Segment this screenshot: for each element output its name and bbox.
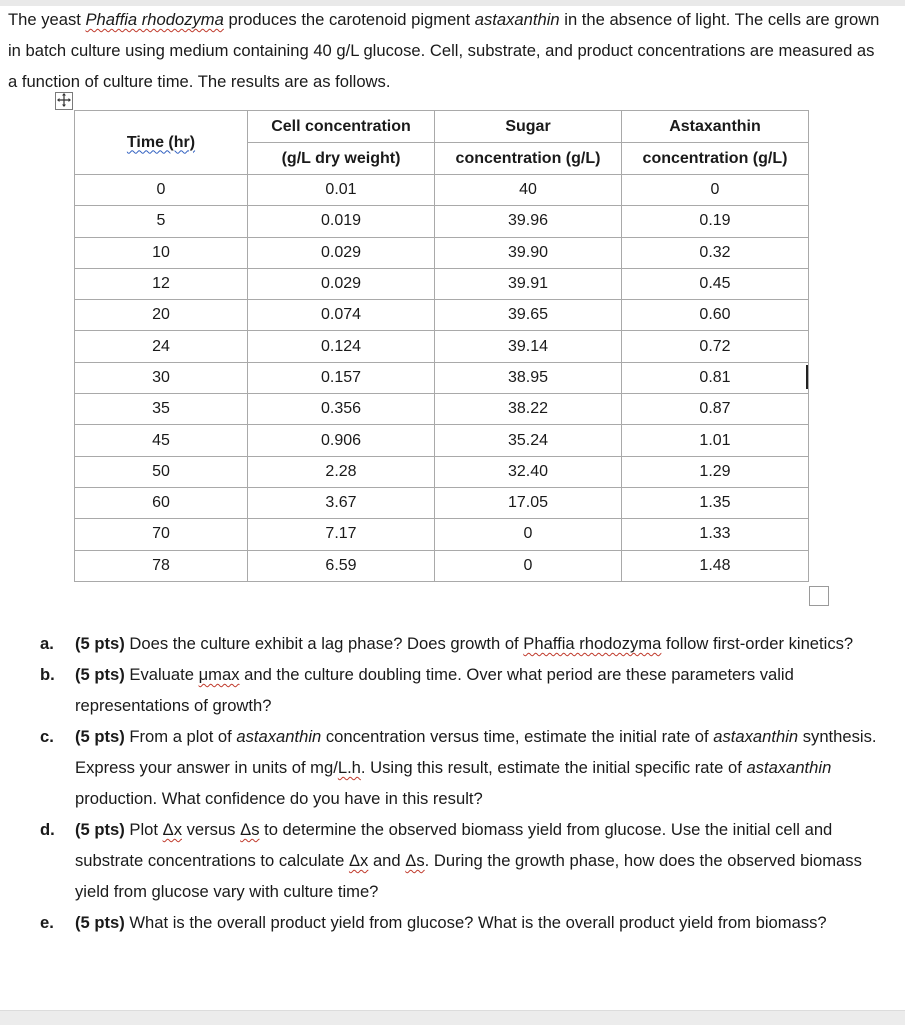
- table-row: [75, 425, 809, 456]
- header-sugar-line1: Sugar: [505, 117, 551, 135]
- table-cell: 0.45: [622, 268, 809, 299]
- question-text: follow first-order kinetics?: [661, 634, 854, 653]
- intro-pigment: astaxanthin: [474, 10, 560, 29]
- table-cell: 6.59: [248, 550, 435, 581]
- question-text: to determine the observed biomass yield from glucose. Use the initial cell and substrate concentrations to calculate: [75, 820, 833, 870]
- table-cell: 0.60: [622, 300, 809, 331]
- intro-paragraph: [8, 4, 888, 97]
- header-time-label: Time (hr): [126, 133, 196, 151]
- table-cell: 30: [75, 362, 248, 393]
- table-cell: 0: [75, 175, 248, 206]
- question-text: Does the culture exhibit a lag phase? Does growth of: [124, 634, 524, 653]
- question-letter: d.: [40, 820, 55, 839]
- table-cell: 39.65: [435, 300, 622, 331]
- question-text: and the culture doubling time. Over what period are these parameters valid representations of growth?: [75, 665, 794, 715]
- table-cell: 0.87: [622, 394, 809, 425]
- table-row: [75, 268, 809, 299]
- question-points: (5 pts): [75, 820, 125, 839]
- table-cell: 20: [75, 300, 248, 331]
- table-cell: 0.72: [622, 331, 809, 362]
- table-cell: 0.32: [622, 237, 809, 268]
- table-row: [75, 394, 809, 425]
- question-unit: L.h: [337, 758, 361, 777]
- question-text: From a plot of: [124, 727, 237, 746]
- mu-max-symbol: μmax: [198, 665, 240, 684]
- header-cell-line1: Cell concentration: [271, 117, 411, 135]
- table-cell: 1.48: [622, 550, 809, 581]
- intro-text-1: The yeast: [8, 10, 86, 29]
- header-cell-2: [248, 143, 435, 175]
- table-body: [75, 175, 809, 582]
- question-italic: astaxanthin: [746, 758, 832, 777]
- table-row: [75, 331, 809, 362]
- table-cell: 1.33: [622, 519, 809, 550]
- question-letter: a.: [40, 634, 54, 653]
- table-cell: 39.90: [435, 237, 622, 268]
- question-text: versus: [182, 820, 241, 839]
- question-d: [40, 814, 890, 907]
- table-row: [75, 487, 809, 518]
- question-text: and: [368, 851, 406, 870]
- header-sugar-line2: concentration (g/L): [455, 149, 601, 167]
- header-astax-1: [622, 111, 809, 143]
- question-text: synthesis. Express your answer in units of mg/: [75, 727, 877, 777]
- table-row: [75, 519, 809, 550]
- table-cell: 0: [622, 175, 809, 206]
- table-cell: 5: [75, 206, 248, 237]
- text-cursor: [806, 365, 808, 389]
- question-organism: Phaffia rhodozyma: [523, 634, 662, 653]
- table-cell: 0.019: [248, 206, 435, 237]
- question-text: What is the overall product yield from glucose? What is the overall product yield from biomass?: [124, 913, 827, 932]
- table-cell: 0.029: [248, 268, 435, 299]
- table-cell: 0.01: [248, 175, 435, 206]
- table-cell: 40: [435, 175, 622, 206]
- question-text: Evaluate: [124, 665, 199, 684]
- table-cell: 35: [75, 394, 248, 425]
- question-text: Plot: [124, 820, 163, 839]
- table-cell: 78: [75, 550, 248, 581]
- question-text: . Using this result, estimate the initial specific rate of: [360, 758, 747, 777]
- table-resize-handle[interactable]: [809, 586, 829, 606]
- question-letter: b.: [40, 665, 55, 684]
- question-e: [40, 907, 890, 938]
- header-sugar-1: [435, 111, 622, 143]
- table-cell: 35.24: [435, 425, 622, 456]
- table-cell: 3.67: [248, 487, 435, 518]
- header-cell-line2: (g/L dry weight): [281, 149, 401, 167]
- header-cell-1: [248, 111, 435, 143]
- table-cell: 39.14: [435, 331, 622, 362]
- table-cell: 0.157: [248, 362, 435, 393]
- question-letter: e.: [40, 913, 54, 932]
- table-cell: 38.95: [435, 362, 622, 393]
- delta-x: Δx: [162, 820, 182, 839]
- question-text: concentration versus time, estimate the initial rate of: [321, 727, 714, 746]
- table-cell: 70: [75, 519, 248, 550]
- header-astax-line2: concentration (g/L): [642, 149, 788, 167]
- table-row: [75, 362, 809, 393]
- question-italic: astaxanthin: [236, 727, 322, 746]
- table-row: [75, 206, 809, 237]
- table-cell: 0.906: [248, 425, 435, 456]
- question-b: [40, 659, 890, 721]
- table-row: [75, 237, 809, 268]
- table-cell: 1.29: [622, 456, 809, 487]
- header-astax-2: [622, 143, 809, 175]
- table-cell: 0: [435, 550, 622, 581]
- question-points: (5 pts): [75, 665, 125, 684]
- table-cell: 0.19: [622, 206, 809, 237]
- question-points: (5 pts): [75, 634, 125, 653]
- table-cell: 0.81: [622, 362, 809, 393]
- header-time: [75, 111, 248, 175]
- table-cell: 32.40: [435, 456, 622, 487]
- question-list: [40, 628, 890, 938]
- table-cell: 0: [435, 519, 622, 550]
- delta-s: Δs: [240, 820, 260, 839]
- table-cell: 0.074: [248, 300, 435, 331]
- intro-organism: Phaffia rhodozyma: [85, 10, 224, 29]
- table-cell: 0.029: [248, 237, 435, 268]
- question-points: (5 pts): [75, 727, 125, 746]
- intro-text-3: in the absence of light. The cells are grown in batch culture using medium containing 40 g/L glucose. Cell, substrate, and product concentrations are measured as a function of culture time. The results are as follows.: [8, 10, 880, 91]
- header-sugar-2: [435, 143, 622, 175]
- header-astax-line1: Astaxanthin: [669, 117, 761, 135]
- table-cell: 1.01: [622, 425, 809, 456]
- question-a: [40, 628, 890, 659]
- table-cell: 45: [75, 425, 248, 456]
- table-cell: 1.35: [622, 487, 809, 518]
- table-cell: 39.96: [435, 206, 622, 237]
- question-points: (5 pts): [75, 913, 125, 932]
- table-row: [75, 456, 809, 487]
- table-header-row: [75, 111, 809, 143]
- move-icon: [57, 93, 71, 107]
- table-row: [75, 175, 809, 206]
- table-row: [75, 550, 809, 581]
- question-text: . During the growth phase, how does the observed biomass yield from glucose vary with culture time?: [75, 851, 862, 901]
- bottom-window-strip: [0, 1010, 905, 1025]
- table-cell: 7.17: [248, 519, 435, 550]
- delta-s: Δs: [405, 851, 425, 870]
- question-italic: astaxanthin: [713, 727, 799, 746]
- question-text: production. What confidence do you have in this result?: [75, 789, 483, 808]
- table-cell: 24: [75, 331, 248, 362]
- table-cell: 17.05: [435, 487, 622, 518]
- delta-x: Δx: [348, 851, 369, 870]
- table-cell: 2.28: [248, 456, 435, 487]
- table-cell: 12: [75, 268, 248, 299]
- data-table: [74, 110, 809, 582]
- table-cell: 50: [75, 456, 248, 487]
- table-cell: 0.356: [248, 394, 435, 425]
- table-cell: 0.124: [248, 331, 435, 362]
- table-row: [75, 300, 809, 331]
- table-cell: 38.22: [435, 394, 622, 425]
- table-cell: 60: [75, 487, 248, 518]
- table-cell: 10: [75, 237, 248, 268]
- question-letter: c.: [40, 727, 54, 746]
- table-cell: 39.91: [435, 268, 622, 299]
- table-move-handle[interactable]: [55, 92, 73, 110]
- intro-text-2: produces the carotenoid pigment: [223, 10, 475, 29]
- question-c: [40, 721, 890, 814]
